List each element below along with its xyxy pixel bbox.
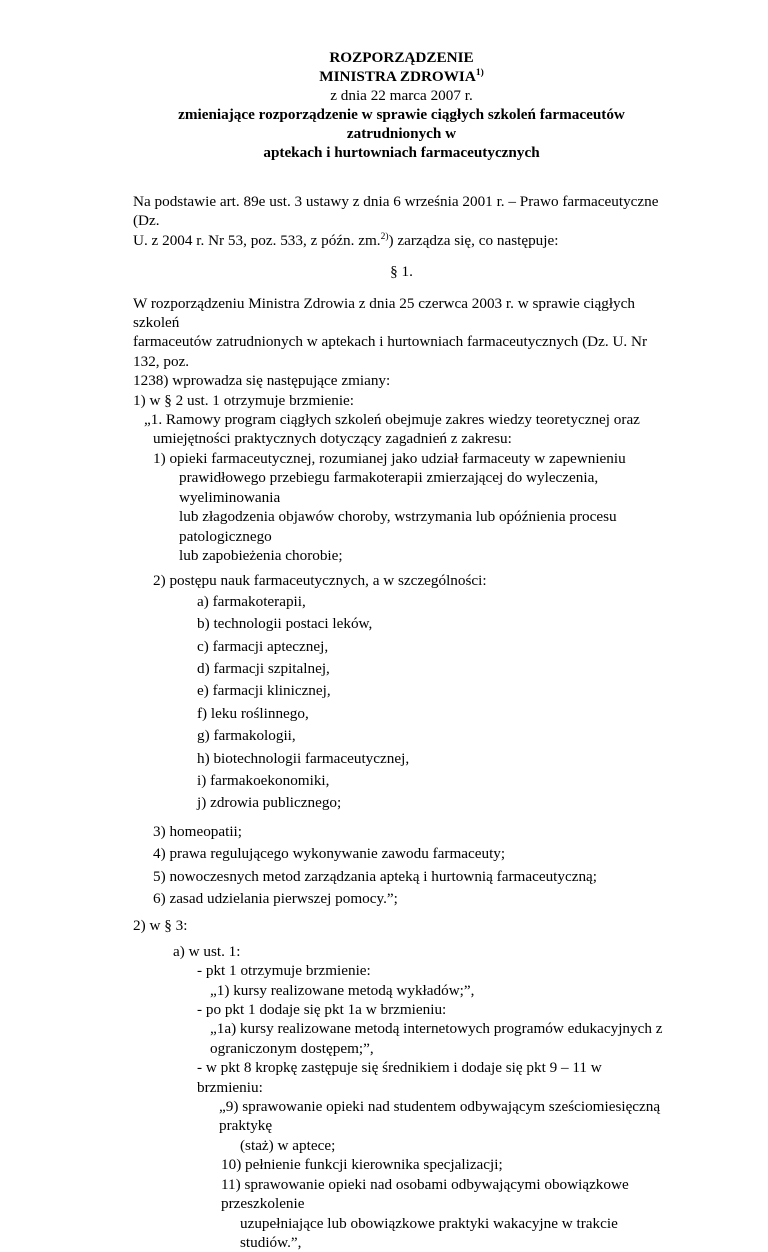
date-line: z dnia 22 marca 2007 r. (133, 86, 670, 105)
change-1: 1) w § 2 ust. 1 otrzymuje brzmienie: (133, 391, 670, 410)
footnote-2-ref: 2) (381, 232, 389, 242)
intro-line-3: 1238) wprowadza się następujące zmiany: (133, 371, 670, 390)
issuer-line (133, 67, 670, 86)
section-heading: § 1. (133, 262, 670, 281)
change-1-quote-line-2: umiejętności praktycznych dotyczący zagadnień z zakresu: (133, 429, 670, 448)
preamble-line-1: Na podstawie art. 89e ust. 3 ustawy z dnia 6 września 2001 r. – Prawo farmaceutyczne (Dz. (133, 192, 670, 231)
new-point-9-line-2: (staż) w aptece; (133, 1136, 670, 1155)
point-5: 5) nowoczesnych metod zarządzania apteką i hurtownią farmaceutyczną; (133, 866, 670, 888)
subpoint-item: c) farmacji aptecznej, (133, 636, 670, 658)
dash-1-quote: „1) kursy realizowane metodą wykładów;”, (133, 981, 670, 1000)
change-2: 2) w § 3: (133, 916, 670, 935)
dash-2-quote-line-2: ograniczonym dostępem;”, (133, 1039, 670, 1058)
subject-line-1: zmieniające rozporządzenie w sprawie ciągłych szkoleń farmaceutów zatrudnionych w (133, 105, 670, 143)
change-1-quote-line-1: „1. Ramowy program ciągłych szkoleń obejmuje zakres wiedzy teoretycznej oraz (133, 410, 670, 429)
point-1-line-1: 1) opieki farmaceutycznej, rozumianej jako udział farmaceuty w zapewnieniu (133, 449, 670, 468)
intro-line-1: W rozporządzeniu Ministra Zdrowia z dnia 25 czerwca 2003 r. w sprawie ciągłych szkoleń (133, 294, 670, 333)
dash-1: - pkt 1 otrzymuje brzmienie: (133, 961, 670, 980)
point-1-line-3: lub złagodzenia objawów choroby, wstrzymania lub opóźnienia procesu patologicznego (133, 507, 670, 546)
subpoint-item: e) farmacji klinicznej, (133, 680, 670, 702)
subpoint-item: b) technologii postaci leków, (133, 613, 670, 635)
preamble-line-2 (133, 231, 670, 250)
subpoint-item: h) biotechnologii farmaceutycznej, (133, 748, 670, 770)
point-6: 6) zasad udzielania pierwszej pomocy.”; (133, 888, 670, 910)
point-2: 2) postępu nauk farmaceutycznych, a w szczególności: (133, 571, 670, 590)
intro-line-2: farmaceutów zatrudnionych w aptekach i hurtowniach farmaceutycznych (Dz. U. Nr 132, poz. (133, 332, 670, 371)
subpoint-item: g) farmakologii, (133, 725, 670, 747)
new-point-9-line-1: „9) sprawowanie opieki nad studentem odbywającym sześciomiesięczną praktykę (133, 1097, 670, 1136)
subpoint-item: a) farmakoterapii, (133, 591, 670, 613)
subpoint-item: f) leku roślinnego, (133, 703, 670, 725)
dash-2: - po pkt 1 dodaje się pkt 1a w brzmieniu: (133, 1000, 670, 1019)
point-4: 4) prawa regulującego wykonywanie zawodu farmaceuty; (133, 843, 670, 865)
point-1-line-4: lub zapobieżenia chorobie; (133, 546, 670, 565)
document-header (133, 48, 670, 162)
issuer-text: MINISTRA ZDROWIA (319, 68, 476, 85)
subpoint-list (133, 591, 670, 815)
subpoint-item: i) farmakoekonomiki, (133, 770, 670, 792)
point-3: 3) homeopatii; (133, 821, 670, 843)
subpoint-item: d) farmacji szpitalnej, (133, 658, 670, 680)
new-point-10: 10) pełnienie funkcji kierownika specjalizacji; (133, 1155, 670, 1174)
new-point-11-line-1: 11) sprawowanie opieki nad osobami odbywającymi obowiązkowe przeszkolenie (133, 1175, 670, 1214)
point-1-line-2: prawidłowego przebiegu farmakoterapii zmierzającej do wyleczenia, wyeliminowania (133, 468, 670, 507)
dash-3: - w pkt 8 kropkę zastępuje się średnikiem i dodaje się pkt 9 – 11 w brzmieniu: (133, 1058, 670, 1097)
footnote-1-ref: 1) (476, 68, 484, 78)
dash-2-quote-line-1: „1a) kursy realizowane metodą internetowych programów edukacyjnych z (133, 1019, 670, 1038)
new-point-11-line-2: uzupełniające lub obowiązkowe praktyki wakacyjne w trakcie studiów.”, (133, 1214, 670, 1252)
preamble-text-a: U. z 2004 r. Nr 53, poz. 533, z późn. zm. (133, 232, 381, 249)
subpoint-item: j) zdrowia publicznego; (133, 792, 670, 814)
change-2a: a) w ust. 1: (133, 942, 670, 961)
preamble-text-b: ) zarządza się, co następuje: (389, 232, 559, 249)
subject-line-2: aptekach i hurtowniach farmaceutycznych (133, 143, 670, 162)
title-line: ROZPORZĄDZENIE (133, 48, 670, 67)
